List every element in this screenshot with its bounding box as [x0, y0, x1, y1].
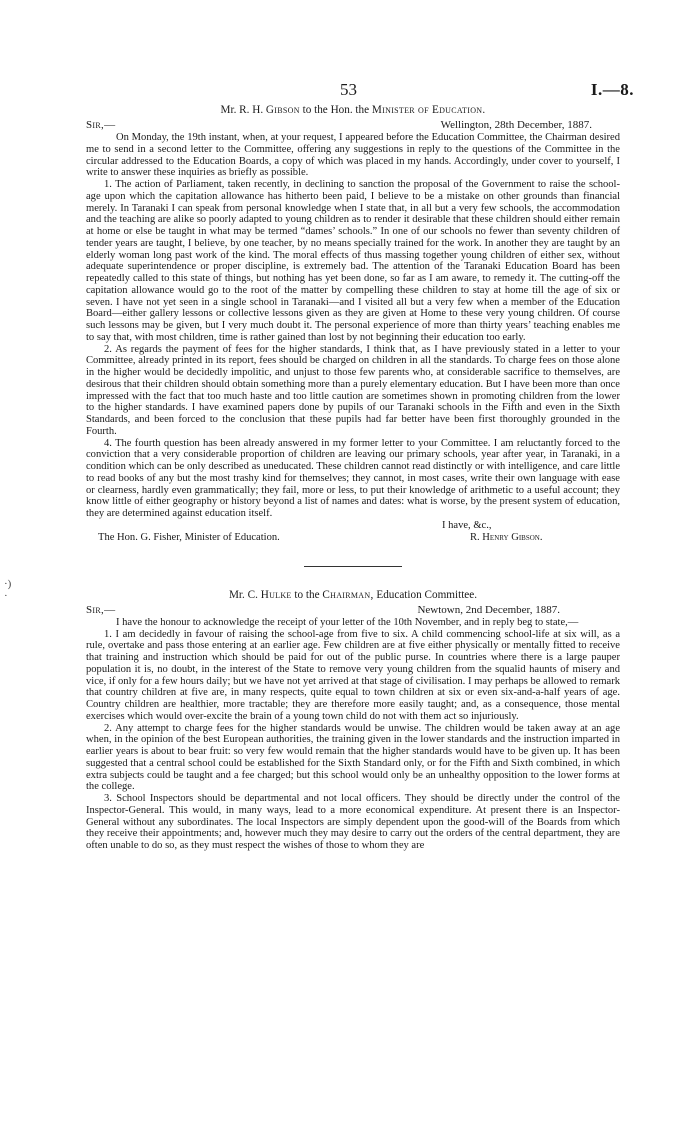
letter-1-salutation-line	[86, 119, 620, 132]
salutation: Sir,—	[86, 603, 116, 616]
margin-mark: ·) ·	[4, 578, 12, 602]
letter-2-paragraph: 1. I am decidedly in favour of raising the school-age from five to six. A child commencing school-life at six will, as a rule, overtake and pass those entering at an earlier age. Few children are at five either physically or mentally fitted to receive that training and instruction which should be paid for out of the public purse. In countries where there is a large pauper population it is, no doubt, in the interest of the State to remove very young children from the squalid haunts of misery and vice, if only for a few hours daily; but we have not yet arrived at that stage of civilisation. I may perhaps be allowed to remark that country children at five are, in many respects, quite equal to town children at six or even six-and-a-half years of age. Country children are healthier, more tractable; they are therefore more easily taught; and, as a consequence, those mental exercises which would over-excite the brain of a young town child do not with them act so injuriously.	[86, 628, 620, 722]
addressee: The Hon. G. Fisher, Minister of Education.	[98, 531, 280, 543]
dateline: Wellington, 28th December, 1887.	[440, 119, 592, 131]
page-number: 53	[340, 80, 357, 99]
letter-1-paragraph: 1. The action of Parliament, taken recently, in declining to sanction the proposal of the Government to raise the school-age upon which the capitation allowance has hitherto been paid, I believe to be a mistake on other grounds than financial merely. In Taranaki I can speak from personal knowledge when I state that, in all but a very few schools, the accommodation and the teaching are alike so poorly adapted to young children as to render it desirable that these children should either remain at home or else be taught in what may be termed “dames’ schools.” In one of our schools no fewer than seventy children of tender years are taught, I believe, by one teacher, by no means specially trained for the work. In another they are taught by an elderly woman long past work of the kind. The moral effects of thus massing together young children of either sex, without adequate superintendence or proper discipline, is extremely bad. The attention of the Taranaki Education Board has been repeatedly called to this state of things, but nothing has yet been done, so far as I am aware, to remedy it. The cutting-off the capitation allowance would go to the root of the matter by compelling these children to stay at home till the age of six or seven. I have not yet seen in a single school in Taranaki—and I visited all but a very few when a member of the Education Board—either gallery lessons or collective lessons given as they are given at Home to these very young children. Of course such lessons may be given, but I very much doubt it. The personal experience of more than thirty years’ teaching enables me to say that, with most children, time is rather gained than lost by not beginning their education too early.	[86, 179, 620, 343]
document-body	[86, 82, 620, 852]
letter-1-title: Mr. R. H. Gibson to the Hon. the Minister of Education.	[220, 104, 486, 116]
salutation: Sir,—	[86, 119, 116, 131]
letter-1-paragraph: On Monday, the 19th instant, when, at your request, I appeared before the Education Committee, the Chairman desired me to send in a second letter to the Committee, offering any suggestions in reply to the questions of the Committee in the circular addressed to the Education Boards, a copy of which was placed in my hands. Accordingly, under cover to yourself, I write to answer these inquiries as briefly as possible.	[86, 132, 620, 179]
dateline: Newtown, 2nd December, 1887.	[417, 603, 560, 616]
letter-2-paragraph: 2. Any attempt to charge fees for the higher standards would be unwise. The children would be taken away at an age when, in the opinion of the best European authorities, the training given in the lower standards and the instruction imparted in earlier years is about to bear fruit: so very few would remain that the higher standards would have to be given up. It has been suggested that a central school could be established for the Sixth Standard only, or for the Fifth and Sixth combined, in which extra subjects could be taught and a fee charged; but this school would only be an unhealthy opposition to the lower forms at the college.	[86, 722, 620, 793]
letter-2-title: Mr. C. Hulke to the Chairman, Education Committee.	[228, 588, 478, 601]
letter-1-signature-line	[86, 532, 620, 546]
section-divider	[304, 566, 402, 567]
letter-1-paragraph: 2. As regards the payment of fees for the higher standards, I think that, as I have previously stated in a letter to your Committee, already printed in its report, fees should be charged on children in all the standards. To charge fees on those alone in the higher would be decidedly impolitic, and unjust to those few parents who, at considerable sacrifice to themselves, are desirous that their children should obtain something more than a purely elementary education. But I have been more than once impressed with the fact that too much haste and too little caution are sometimes shown in promoting children from the lower to the higher standards. I have examined papers done by pupils of our Taranaki schools in the Fifth and even in the Sixth Standards, and been forced to the conclusion that these pupils had far better have been first thoroughly grounded in the Fourth.	[86, 343, 620, 437]
document-reference: I.—8.	[590, 80, 634, 99]
letter-2-paragraph: 3. School Inspectors should be departmental and not local officers. They should be directly under the control of the Inspector-General. This would, in many ways, lead to a more economical expenditure. At present there is an Inspector-General without any subordinates. The local Inspectors are simply dependent upon the good-will of the Boards from which they receive their appointments; and, however much they may desire to carry out the orders of the central department, they are often unable to do so, as they must respect the wishes of those to whom they are	[86, 793, 620, 851]
letter-1-paragraph: 4. The fourth question has been already answered in my former letter to your Committee. I am reluctantly forced to the conviction that a very considerable proportion of children are leaving our primary schools, year after year, in Taranaki, in a condition which can be only described as uneducated. These children cannot read distinctly or with intelligence, and care little to read books of any but the most trashy kind for themselves; they cannot, in most cases, write their own language with ease or clearness, hardly even grammatically; they fail, more or less, to put their knowledge of arithmetic to a useful account; they know little of either geography or history beyond a list of names and dates: what is worse, by the present system of education, they are determined against education itself.	[86, 437, 620, 519]
signature: R. Henry Gibson.	[470, 531, 543, 543]
letter-2-salutation-line	[86, 604, 620, 617]
letter-2-paragraph: I have the honour to acknowledge the receipt of your letter of the 10th November, and in reply beg to state,—	[116, 616, 579, 628]
letter-1-closing: I have, &c.,	[442, 519, 492, 531]
